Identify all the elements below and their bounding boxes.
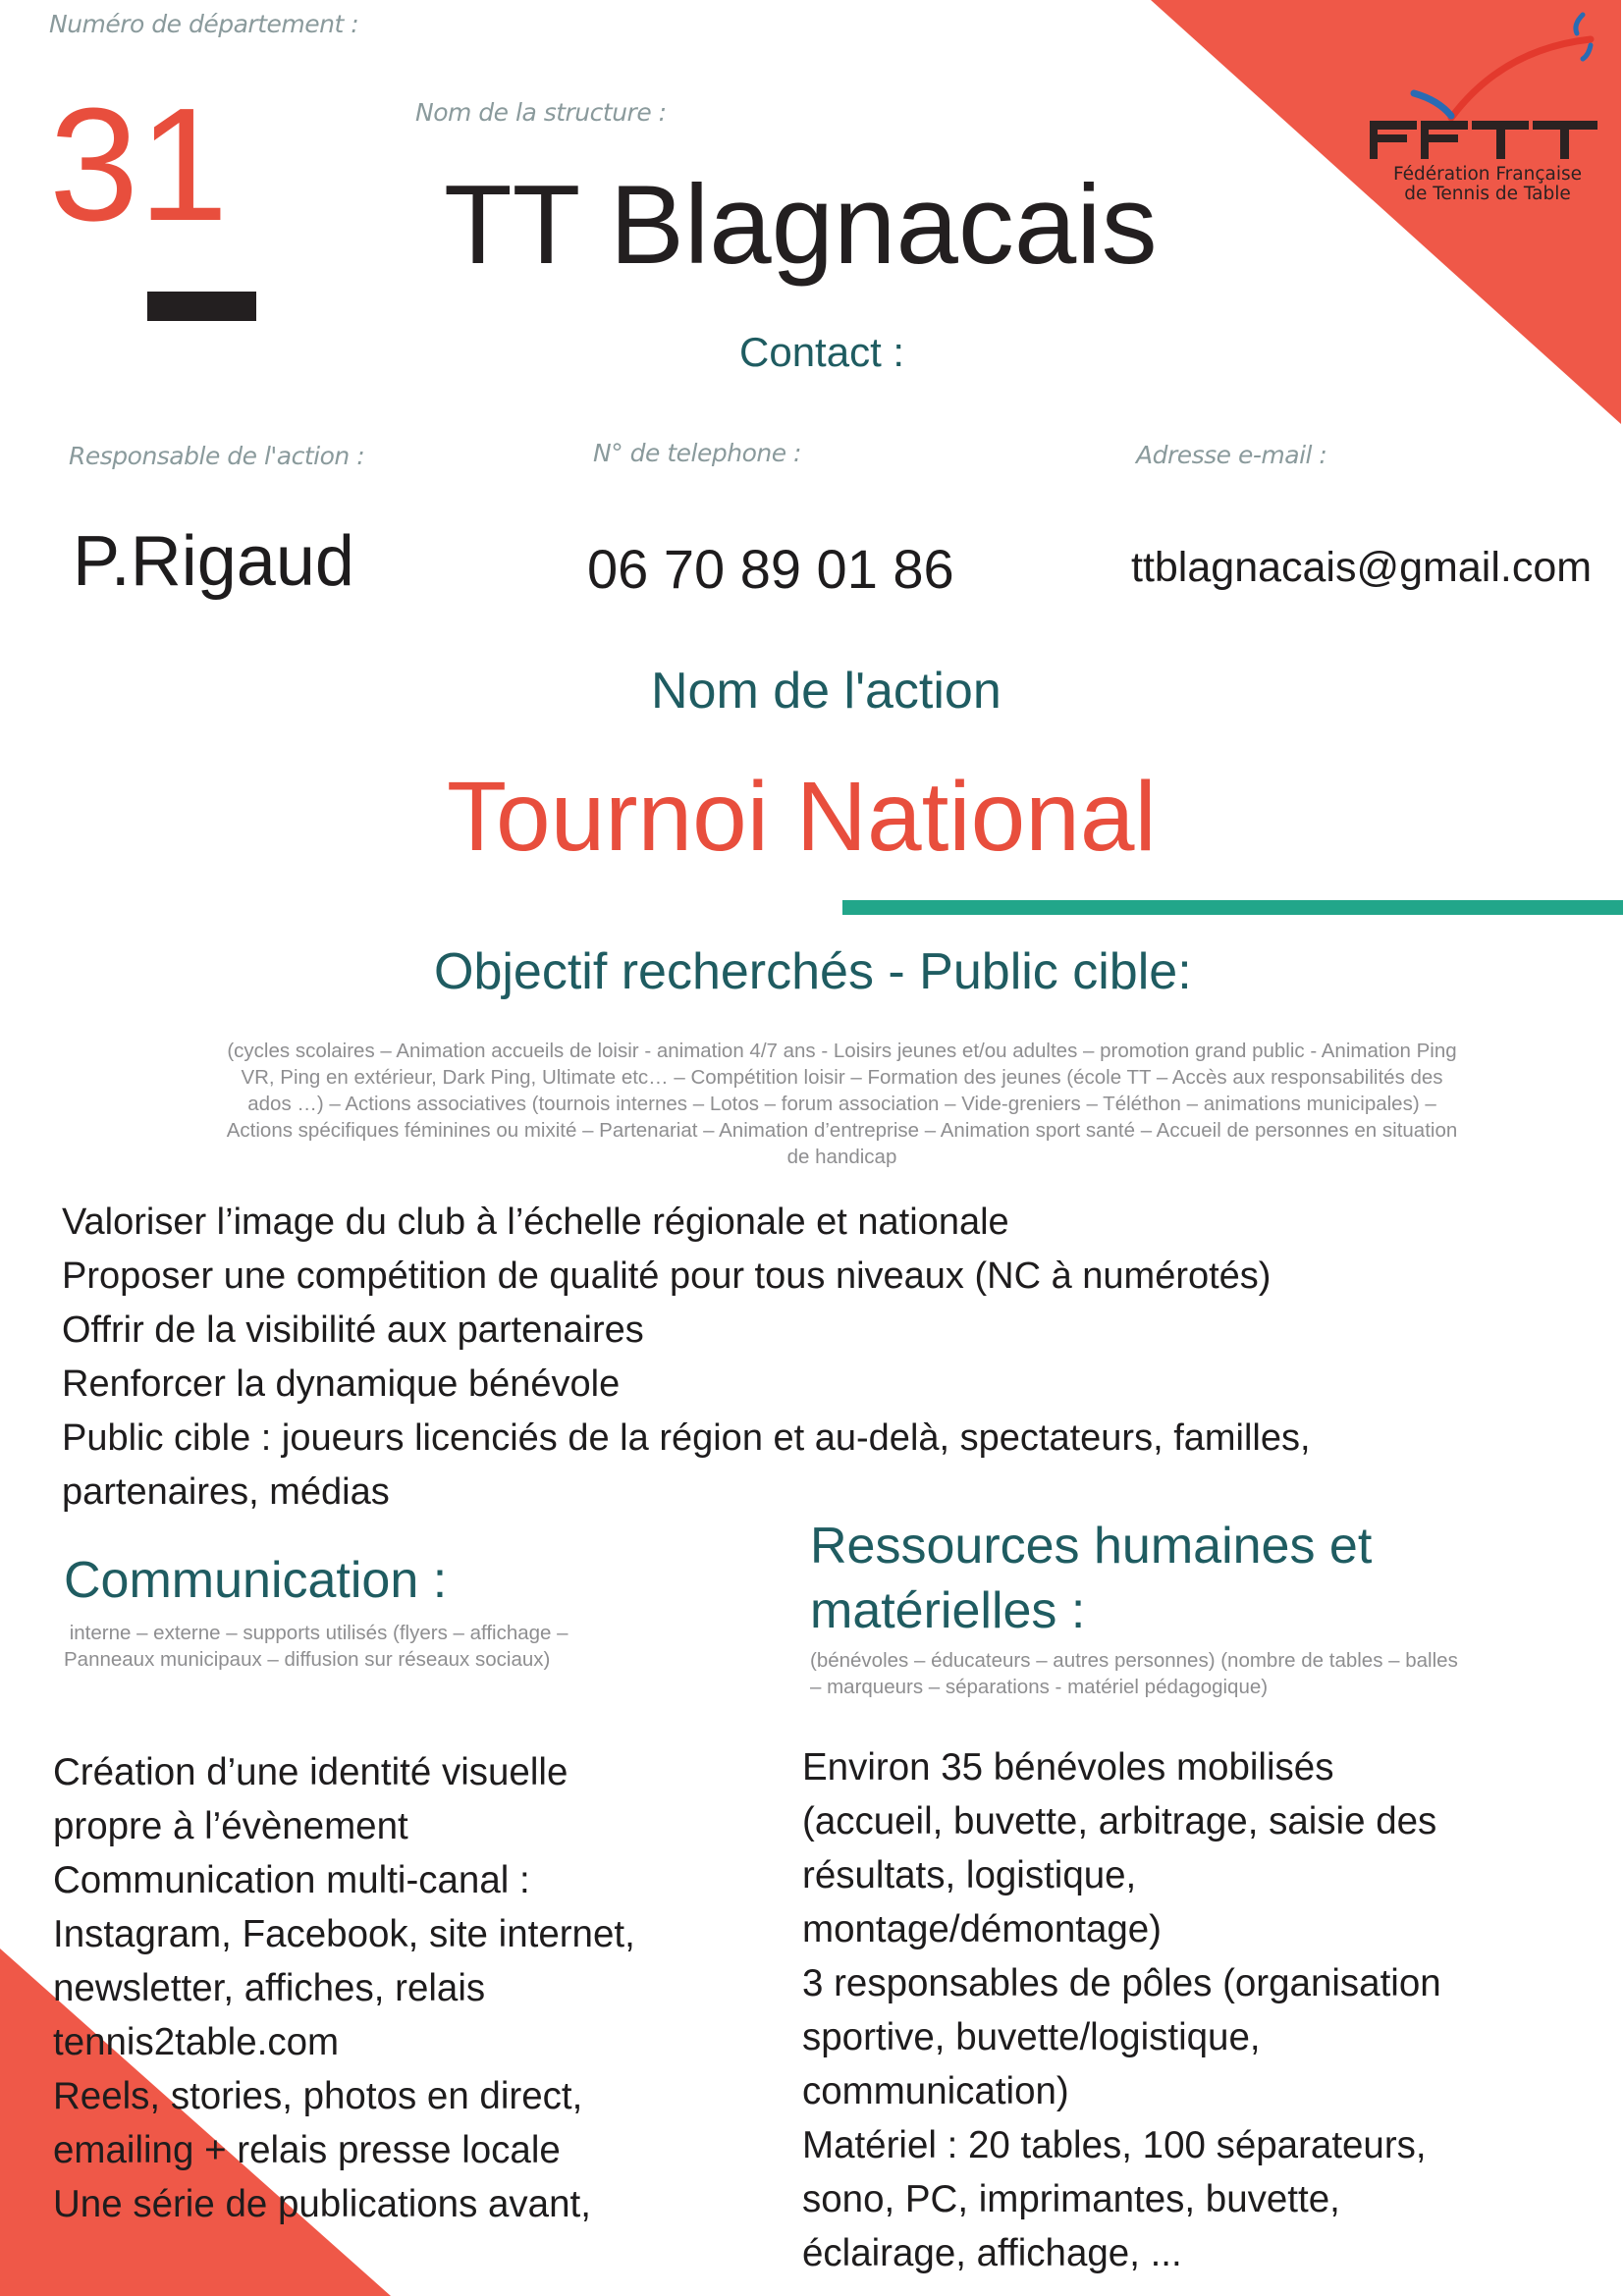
resources-line: sono, PC, imprimantes, buvette, xyxy=(802,2178,1340,2220)
ball-trajectory-icon xyxy=(1355,10,1620,128)
objectives-title: Objectif recherchés - Public cible: xyxy=(434,943,1192,1000)
responsible-label: Responsable de l'action : xyxy=(69,442,365,470)
hint-line: – marqueurs – séparations - matériel pédagogique) xyxy=(810,1676,1269,1698)
hint-line: (bénévoles – éducateurs – autres personnes) (nombre de tables – balles xyxy=(810,1649,1458,1672)
communication-line: Instagram, Facebook, site internet, xyxy=(53,1913,635,1955)
hint-line: VR, Ping en extérieur, Dark Ping, Ultimate etc… – Compétition loisir – Formation des jeunes (école TT – Accès aux responsabilités des xyxy=(241,1066,1443,1089)
resources-line: éclairage, affichage, ... xyxy=(802,2232,1182,2274)
communication-line: Communication multi-canal : xyxy=(53,1859,530,1901)
hint-line: de handicap xyxy=(786,1146,897,1168)
objective-item: Public cible : joueurs licenciés de la région et au-delà, spectateurs, familles, xyxy=(62,1417,1311,1459)
structure-name: TT Blagnacais xyxy=(444,163,1158,288)
phone-value: 06 70 89 01 86 xyxy=(587,538,954,600)
action-name: Tournoi National xyxy=(447,762,1157,872)
objective-item: Valoriser l’image du club à l’échelle régionale et nationale xyxy=(62,1201,1009,1243)
teal-divider xyxy=(842,900,1623,915)
communication-line: tennis2table.com xyxy=(53,2021,340,2063)
hint-line: (cycles scolaires – Animation accueils de loisir - animation 4/7 ans - Loisirs jeunes et/ou adultes – promotion grand public - Animation Ping xyxy=(227,1040,1457,1062)
resources-title-line: Ressources humaines et xyxy=(810,1518,1373,1575)
resources-body xyxy=(802,1740,1441,2274)
communication-hint xyxy=(64,1620,568,1673)
communication-line: Reels, stories, photos en direct, xyxy=(53,2075,583,2117)
structure-label: Nom de la structure : xyxy=(415,98,667,127)
objectives-list xyxy=(62,1196,1311,1513)
resources-line: montage/démontage) xyxy=(802,1908,1162,1950)
department-label: Numéro de département : xyxy=(49,10,359,38)
fftt-wordmark-icon xyxy=(1370,113,1605,162)
department-underline-bar xyxy=(147,292,256,321)
resources-line: communication) xyxy=(802,2070,1069,2112)
resources-title xyxy=(810,1514,1372,1643)
communication-line: Une série de publications avant, xyxy=(53,2183,591,2225)
objective-item: Proposer une compétition de qualité pour tous niveaux (NC à numérotés) xyxy=(62,1255,1272,1297)
communication-title: Communication : xyxy=(64,1552,448,1609)
objective-item: Renforcer la dynamique bénévole xyxy=(62,1363,621,1405)
resources-line: Environ 35 bénévoles mobilisés xyxy=(802,1746,1334,1789)
communication-line: Création d’une identité visuelle xyxy=(53,1751,568,1793)
hint-line: Panneaux municipaux – diffusion sur réseaux sociaux) xyxy=(64,1648,551,1671)
communication-line: propre à l’évènement xyxy=(53,1805,408,1847)
resources-line: 3 responsables de pôles (organisation xyxy=(802,1962,1441,2004)
email-label: Adresse e-mail : xyxy=(1136,441,1327,469)
resources-line: Matériel : 20 tables, 100 séparateurs, xyxy=(802,2124,1427,2166)
fftt-logo xyxy=(1355,10,1620,206)
resources-line: sportive, buvette/logistique, xyxy=(802,2016,1261,2058)
communication-body xyxy=(53,1745,635,2231)
hint-line: Actions spécifiques féminines ou mixité – Partenariat – Animation d’entreprise – Animation sport santé – Accueil de personnes en situation xyxy=(226,1119,1458,1142)
hint-line: interne – externe – supports utilisés (flyers – affichage – xyxy=(64,1622,568,1644)
resources-title-line: matérielles : xyxy=(810,1582,1086,1639)
email-value: ttblagnacais@gmail.com xyxy=(1131,544,1593,591)
resources-line: (accueil, buvette, arbitrage, saisie des xyxy=(802,1800,1437,1842)
action-label: Nom de l'action xyxy=(651,663,1001,720)
objective-item: partenaires, médias xyxy=(62,1471,390,1513)
department-number: 31 xyxy=(49,75,229,254)
resources-hint xyxy=(810,1647,1458,1700)
phone-label: N° de telephone : xyxy=(593,439,801,467)
communication-line: emailing + relais presse locale xyxy=(53,2129,561,2171)
responsible-value: P.Rigaud xyxy=(73,522,354,601)
logo-line-1: Fédération Française xyxy=(1392,164,1583,185)
hint-line: ados …) – Actions associatives (tournois internes – Lotos – forum association – Vide-greniers – Téléthon – animations municipales) – xyxy=(247,1093,1436,1115)
objectives-hint xyxy=(157,1038,1527,1170)
communication-line: newsletter, affiches, relais xyxy=(53,1967,486,2009)
objective-item: Offrir de la visibilité aux partenaires xyxy=(62,1309,644,1351)
resources-line: résultats, logistique, xyxy=(802,1854,1137,1896)
contact-title: Contact : xyxy=(739,329,905,375)
logo-line-2: de Tennis de Table xyxy=(1404,184,1571,204)
